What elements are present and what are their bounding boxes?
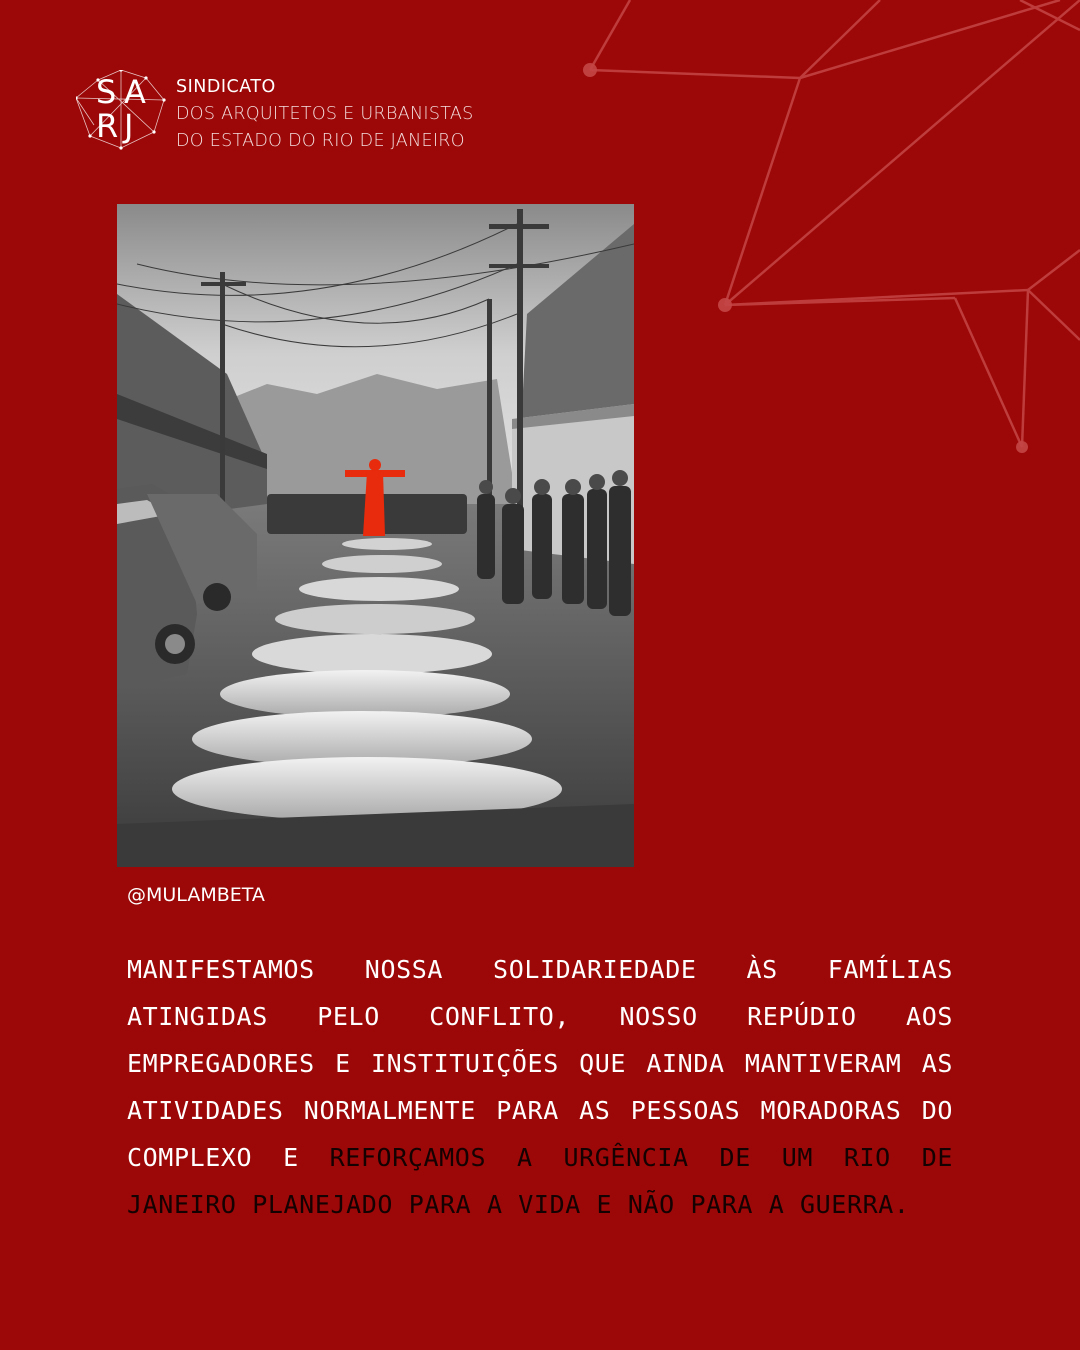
sarj-logo bbox=[76, 70, 166, 150]
solidarity-statement bbox=[127, 946, 953, 1228]
organization-name bbox=[176, 74, 474, 155]
logo-letter-r: R bbox=[96, 107, 119, 145]
statement-highlight: REFORÇAMOS A URGÊNCIA DE UM RIO DE JANEIRO PLANEJADO PARA A VIDA E NÃO PARA A GUERRA. bbox=[127, 1143, 953, 1219]
logo-letter-s: S bbox=[96, 73, 117, 111]
logo-letter-j: J bbox=[124, 107, 134, 145]
photo-credit: @MULAMBETA bbox=[127, 884, 265, 906]
org-name-line-3: DO ESTADO DO RIO DE JANEIRO bbox=[176, 131, 465, 151]
logo-letter-a: A bbox=[124, 73, 146, 111]
org-name-line-2: DOS ARQUITETOS E URBANISTAS bbox=[176, 104, 474, 124]
street-photo bbox=[117, 204, 634, 867]
street-photo-illustration bbox=[117, 204, 634, 867]
logo-network-icon bbox=[76, 70, 166, 150]
org-name-line-1: SINDICATO bbox=[176, 77, 276, 97]
statement-text: MANIFESTAMOS NOSSA SOLIDARIEDADE ÀS FAMÍLIAS ATINGIDAS PELO CONFLITO, NOSSO REPÚDIO AOS EMPREGADORES E INSTITUIÇÕES QUE AINDA MANTIVERAM AS ATIVIDADES NORMALMENTE PARA AS PESSOAS MORADORAS DO COMPLEXO E bbox=[127, 955, 953, 1172]
